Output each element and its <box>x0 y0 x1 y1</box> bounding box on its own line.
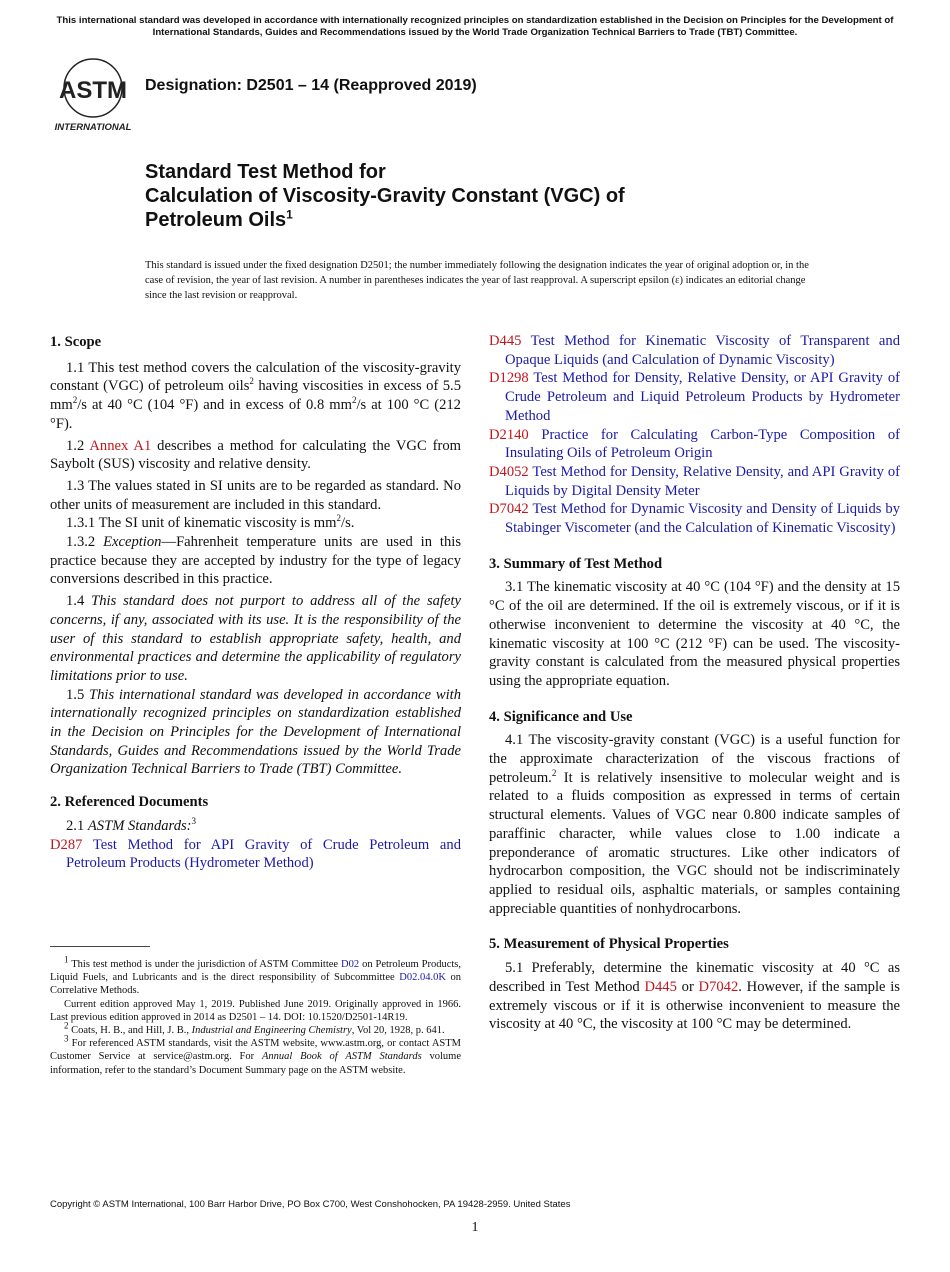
title-line-1: Standard Test Method for <box>145 161 386 183</box>
section-2-heading: 2. Referenced Documents <box>50 794 209 811</box>
para-5-1: 5.1 Preferably, determine the kinematic viscosity at 40 °C as described in Test Method D445 or D7042. However, if the sample is extremely viscous or if it is otherwise inconvenient to measure the viscosity at 40 °C, the viscosity at 100 °C may be determined. <box>489 960 900 1033</box>
ref-title-link[interactable]: Practice for Calculating Carbon-Type Composition of Insulating Oils of Petroleum Origin <box>505 426 900 462</box>
annex-a1-link[interactable]: Annex A1 <box>89 437 152 454</box>
d445-link[interactable]: D445 <box>644 978 677 995</box>
ref-code-link[interactable]: D2140 <box>489 426 529 443</box>
left-column <box>50 333 461 873</box>
para-1-3-1: 1.3.1 The SI unit of kinematic viscosity is $mm^2/s$. <box>66 513 355 532</box>
committee-d02-link[interactable]: D02 <box>341 959 360 970</box>
section-4-heading: 4. Significance and Use <box>489 708 633 725</box>
title-footnote-mark: 1 <box>286 207 293 222</box>
para-2-1: 2.1 ASTM Standards:$^3$ <box>66 816 197 834</box>
astm-logo <box>52 56 134 134</box>
designation: Designation: D2501 – 14 (Reapproved 2019) <box>145 77 477 94</box>
section-1-heading: 1. Scope <box>50 334 102 350</box>
para-1-1: 1.1 This test method covers the calculation of the viscosity-gravity constant (VGC) of petroleum oils$^2$ having viscosities in excess of 5.5 $mm^2/s$ at 40 °C (104 °F) and in excess of 0.8 $mm^2/s$ at 100 °C (212 °F). <box>50 359 461 432</box>
ref-d1298 <box>489 369 900 425</box>
ref-d287 <box>50 836 461 873</box>
para-1-4: 1.4 This standard does not purport to address all of the safety concerns, if any, associated with its use. It is the responsibility of the user of this standard to establish appropriate safety, health, and environmental practices and determine the applicability of regulatory limitations prior to use. <box>50 593 461 684</box>
footnote-divider <box>50 946 150 947</box>
ref-d445 <box>489 332 900 369</box>
para-1-5: 1.5 This international standard was developed in accordance with internationally recognized principles on standardization established in the Decision on Principles for the Development of International Standards, Guides and Recommendations issued by the World Trade Organization Technical Barriers to Trade (TBT) Committee. <box>50 686 462 778</box>
ref-code-link[interactable]: D7042 <box>489 501 529 518</box>
footnote-1-edition: Current edition approved May 1, 2019. Published June 2019. Originally approved in 1966. Last previous edition approved in 2014 as D2501 – 14. DOI: 10.1520/D2501-14R19. <box>50 998 461 1023</box>
footnote-3: $^3$ For referenced ASTM standards, visit the ASTM website, www.astm.org, or contact ASTM Customer Service at service@astm.org. For Annual Book of ASTM Standards volume information, refer to the standard’s Document Summary page on the ASTM website. <box>50 1033 461 1076</box>
ref-code-link[interactable]: D287 <box>50 836 83 853</box>
issued-note: This standard is issued under the fixed designation D2501; the number immediately following the designation indicates the year of original adoption or, in the case of revision, the year of last revision. A number in parentheses indicates the year of last reapproval. A superscript epsilon (ε) indicates an editorial change since the last revision or reapproval. <box>145 260 809 301</box>
title-line-3-text: Petroleum Oils <box>145 209 287 231</box>
ref-code-link[interactable]: D1298 <box>489 370 529 387</box>
ref-title-link[interactable]: Test Method for Kinematic Viscosity of Transparent and Opaque Liquids (and Calculation of Dynamic Viscosity) <box>505 333 900 368</box>
ref-code-link[interactable]: D445 <box>489 333 522 349</box>
logo-subtext: INTERNATIONAL <box>54 122 132 133</box>
d7042-link[interactable]: D7042 <box>698 978 739 995</box>
ref-d2140 <box>489 426 900 463</box>
para-1-2: 1.2 Annex A1 describes a method for calculating the VGC from Saybolt (SUS) viscosity and relative density. <box>50 437 461 473</box>
footnotes <box>50 954 461 1077</box>
title-line-2: Calculation of Viscosity-Gravity Constant (VGC) of <box>145 185 625 207</box>
copyright: Copyright © ASTM International, 100 Barr Harbor Drive, PO Box C700, West Conshohocken, PA 19428-2959. United States <box>50 1199 571 1210</box>
section-3-heading: 3. Summary of Test Method <box>489 555 663 572</box>
para-1-3-2: 1.3.2 Exception—Fahrenheit temperature units are used in this practice because they are accepted by industry for the type of legacy conversions described in this practice. <box>50 534 461 588</box>
para-3-1: 3.1 The kinematic viscosity at 40 °C (104 °F) and the density at 15 °C of the oil are determined. If the oil is extremely viscous, or if it is otherwise inconvenient to determine the viscosity at 40 °C, the kinematic viscosity at 100 °C (212 °F) can be used. The viscosity-gravity constant is calculated from the measured physical properties using the appropriate equation. <box>489 579 900 689</box>
wto-notice: This international standard was developed in accordance with internationally recognized principles on standardization established in the Decision on Principles for the Development of International Standards, Guides and Recommendations issued by the World Trade Organization Technical Barriers to Trade (TBT) Committee. <box>56 15 894 38</box>
section-5-heading: 5. Measurement of Physical Properties <box>489 936 729 953</box>
subcommittee-link[interactable]: D02.04.0K <box>399 972 446 984</box>
ref-d4052 <box>489 463 900 500</box>
page-number: 1 <box>471 1220 479 1235</box>
para-1-3: 1.3 The values stated in SI units are to be regarded as standard. No other units of measurement are included in this standard. <box>50 477 461 513</box>
para-4-1: 4.1 The viscosity-gravity constant (VGC) is a useful function for the approximate characterization of the viscous fractions of petroleum.$^2$ It is relatively insensitive to molecular weight and is related to a fluids composition as expressed in terms of certain structural elements. Values of VGC near 0.800 indicate samples of paraffinic character, while values close to 1.00 indicate a preponderance of aromatic structures. Like other indicators of hydrocarbon composition, the VGC should not be indiscriminately applied to residual oils, asphaltic materials, or samples containing appreciable quantities of nonhydrocarbons. <box>489 732 900 917</box>
document-title <box>145 160 765 232</box>
ref-title-link[interactable]: Test Method for Dynamic Viscosity and Density of Liquids by Stabinger Viscometer (and the Calculation of Kinematic Viscosity) <box>505 501 900 537</box>
right-column <box>489 332 900 1034</box>
ref-code-link[interactable]: D4052 <box>489 463 529 480</box>
footnote-1: $^1$ This test method is under the jurisdiction of ASTM Committee D02 on Petroleum Products, Liquid Fuels, and Lubricants and is the direct responsibility of Subcommittee D02.04.0K on Correlative Methods. <box>50 954 461 997</box>
ref-title-link[interactable]: Test Method for API Gravity of Crude Petroleum and Petroleum Products (Hydrometer Method) <box>66 836 461 872</box>
ref-title-link[interactable]: Test Method for Density, Relative Density, or API Gravity of Crude Petroleum and Liquid Petroleum Products by Hydrometer Method <box>505 370 900 424</box>
footnote-2: $^2$ Coats, H. B., and Hill, J. B., Industrial and Engineering Chemistry, Vol 20, 1928, p. 641. <box>64 1020 445 1037</box>
astm-logo-mark-icon <box>52 56 134 134</box>
ref-d7042 <box>489 500 900 537</box>
ref-title-link[interactable]: Test Method for Density, Relative Density, and API Gravity of Liquids by Digital Density Meter <box>505 463 900 499</box>
title-line-3 <box>145 208 765 232</box>
logo-text: ASTM <box>59 77 127 104</box>
